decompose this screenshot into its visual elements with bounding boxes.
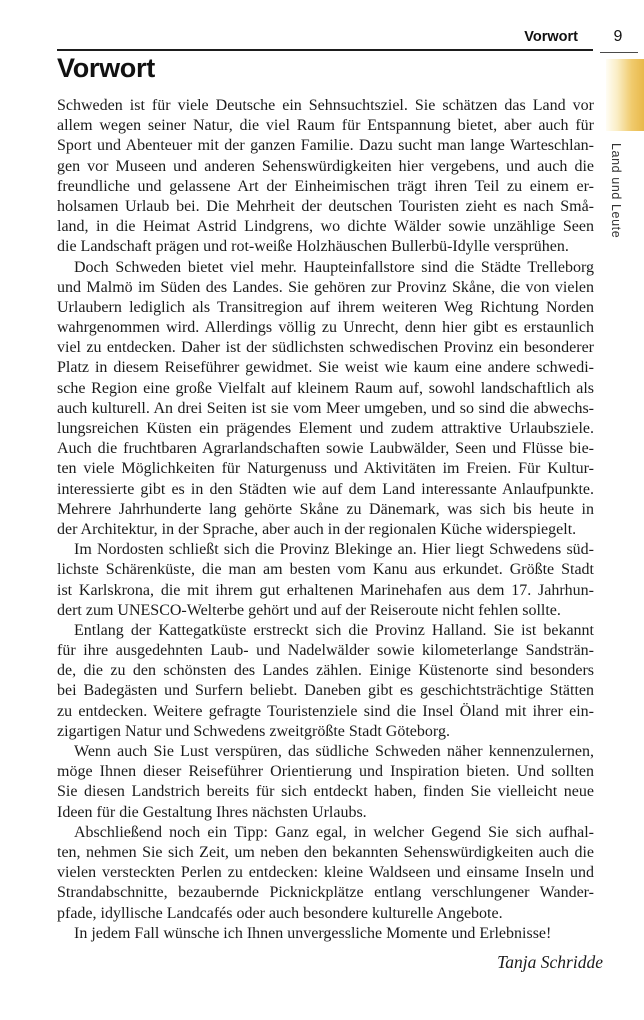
author-signature: Tanja Schridde bbox=[497, 952, 603, 972]
text-line: holsamen Urlaub bei. Die Mehrheit der deutschen Touristen zieht es nach Små- bbox=[57, 197, 594, 215]
text-line: pfade, idyllische Landcafés oder auch besondere kulturelle Angebote. bbox=[57, 904, 503, 922]
text-line: de, die zu den schönsten des Landes zählen. Einige Küstenorte sind besonders bbox=[57, 662, 594, 680]
running-header-title: Vorwort bbox=[524, 29, 578, 45]
text-line: Auch die fruchtbaren Agrarlandschaften sowie Laubwälder, Seen und Flüsse bie- bbox=[57, 440, 594, 458]
text-line: Mehrere Jahrhunderte lang gehörte Skåne zu Dänemark, was sich bis heute in bbox=[57, 500, 594, 518]
text-line: auch kulturell. An drei Seiten ist sie vom Meer umgeben, und so sind die abwechs- bbox=[57, 399, 594, 417]
text-line: ten viele Möglichkeiten für Naturgenuss und Aktivitäten im Freien. Für Kultur- bbox=[57, 460, 594, 478]
header-rule bbox=[57, 49, 593, 51]
text-line: Abschließend noch ein Tipp: Ganz egal, in welcher Gegend Sie sich aufhal- bbox=[74, 823, 594, 841]
paragraph bbox=[57, 621, 594, 742]
text-line: zigartigen Natur und Schwedens zweitgrößte Stadt Göteborg. bbox=[57, 722, 450, 740]
text-line: lungsreichen Küsten ein prägendes Element und zudem attraktive Urlaubsziele. bbox=[57, 420, 594, 437]
chapter-thumb-tab bbox=[606, 59, 644, 131]
paragraph bbox=[57, 540, 594, 621]
paragraph bbox=[57, 258, 594, 541]
text-line: und Malmö im Süden des Landes. Sie gehören zur Provinz Skåne, die von vielen bbox=[57, 278, 594, 296]
text-line: zu entdecken. Weitere gefragte Touristenziele sind die Insel Öland mit ihrer ein- bbox=[57, 702, 594, 720]
chapter-title: Vorwort bbox=[57, 53, 155, 83]
chapter-tab-label: Land und Leute bbox=[609, 143, 623, 239]
text-line: freundliche und gelassene Art der Einheimischen trägt ihren Teil zu einem er- bbox=[57, 177, 594, 195]
text-line: Entlang der Kattegatküste erstreckt sich die Provinz Halland. Sie ist bekannt bbox=[74, 621, 594, 639]
text-line: ist Karlskrona, die mit ihrem gut erhaltenen Marinehafen aus dem 17. Jahrhun- bbox=[57, 581, 594, 599]
paragraph bbox=[57, 96, 594, 258]
page-number-rule bbox=[600, 52, 638, 53]
text-line: Sport und Abenteuer mit der ganzen Familie. Dazu sucht man lange Warteschlan- bbox=[57, 137, 594, 155]
text-line: für ihre ausgedehnten Laub- und Nadelwälder sowie kilometerlange Sandsträn- bbox=[57, 642, 594, 660]
text-line: viel zu entdecken. Daher ist der südlichsten schwedischen Provinz ein besonderer bbox=[57, 339, 594, 357]
text-line: wahrgenommen wird. Allerdings völlig zu Unrecht, denn hier gibt es erstaunlich bbox=[57, 319, 594, 337]
text-line: der Architektur, in der Sprache, aber auch in der regionalen Küche widerspiegelt. bbox=[57, 520, 577, 538]
text-line: sche Region eine große Vielfalt auf kleinem Raum auf, sowohl landschaftlich als bbox=[57, 379, 594, 397]
text-line: Doch Schweden bietet viel mehr. Haupteinfallstore sind die Städte Trelleborg bbox=[74, 258, 594, 276]
text-line: Platz in diesem Reiseführer gewidmet. Sie weist wie kaum eine andere schwedi- bbox=[57, 359, 594, 377]
text-line: Ideen für die Gestaltung Ihres nächsten Urlaubs. bbox=[57, 803, 367, 821]
text-line: dert zum UNESCO-Welterbe gehört und auf der Reiseroute nicht fehlen sollte. bbox=[57, 601, 561, 619]
page-number: 9 bbox=[613, 28, 623, 45]
text-line: Sie diesen Landstrich bereits für sich entdeckt haben, finden Sie vielleicht neue bbox=[57, 783, 594, 801]
text-line: die Landschaft prägen und rot-weiße Holzhäuschen Bullerbü-Idylle versprühen. bbox=[57, 238, 569, 256]
text-line: Strandabschnitte, bezaubernde Picknickplätze entlang verschlungener Wander- bbox=[57, 884, 594, 902]
text-line: ten, nehmen Sie sich Zeit, um neben den bekannten Sehenswürdigkeiten auch die bbox=[57, 843, 594, 861]
paragraph bbox=[57, 924, 594, 944]
text-line: land, in die Heimat Astrid Lindgrens, wo dichte Wälder sowie unzählige Seen bbox=[57, 218, 594, 236]
body-text bbox=[57, 96, 594, 944]
text-line: bei Badegästen und Surfern beliebt. Daneben gibt es geschichtsträchtige Stätten bbox=[57, 682, 594, 700]
text-line: vielen versteckten Perlen zu entdecken: kleine Waldseen und einsame Inseln und bbox=[57, 864, 594, 882]
text-line: In jedem Fall wünsche ich Ihnen unvergessliche Momente und Erlebnisse! bbox=[74, 924, 552, 942]
text-line: gen vor Museen und anderen Sehenswürdigkeiten hier vergebens, und auch die bbox=[57, 157, 594, 175]
text-line: Wenn auch Sie Lust verspüren, das südliche Schweden näher kennenzulernen, bbox=[74, 743, 594, 760]
paragraph bbox=[57, 742, 594, 823]
text-line: Urlaubern lediglich als Transitregion auf ihrem weiteren Weg Richtung Norden bbox=[57, 298, 594, 316]
paragraph bbox=[57, 823, 594, 924]
text-line: allem wegen seiner Natur, die viel Raum für Entspannung bietet, aber auch für bbox=[57, 117, 594, 135]
text-line: lichste Schärenküste, die man am besten vom Kanu aus erkundet. Größte Stadt bbox=[57, 561, 594, 579]
text-line: Schweden ist für viele Deutsche ein Sehnsuchtsziel. Sie schätzen das Land vor bbox=[57, 97, 594, 114]
text-line: möge Ihnen dieser Reiseführer Orientierung und Inspiration bieten. Und sollten bbox=[57, 763, 594, 781]
text-line: interessierte gibt es in den Städten wie auf dem Land interessante Anlaufpunkte. bbox=[57, 480, 594, 498]
text-line: Im Nordosten schließt sich die Provinz Blekinge an. Hier liegt Schwedens süd- bbox=[74, 541, 594, 559]
